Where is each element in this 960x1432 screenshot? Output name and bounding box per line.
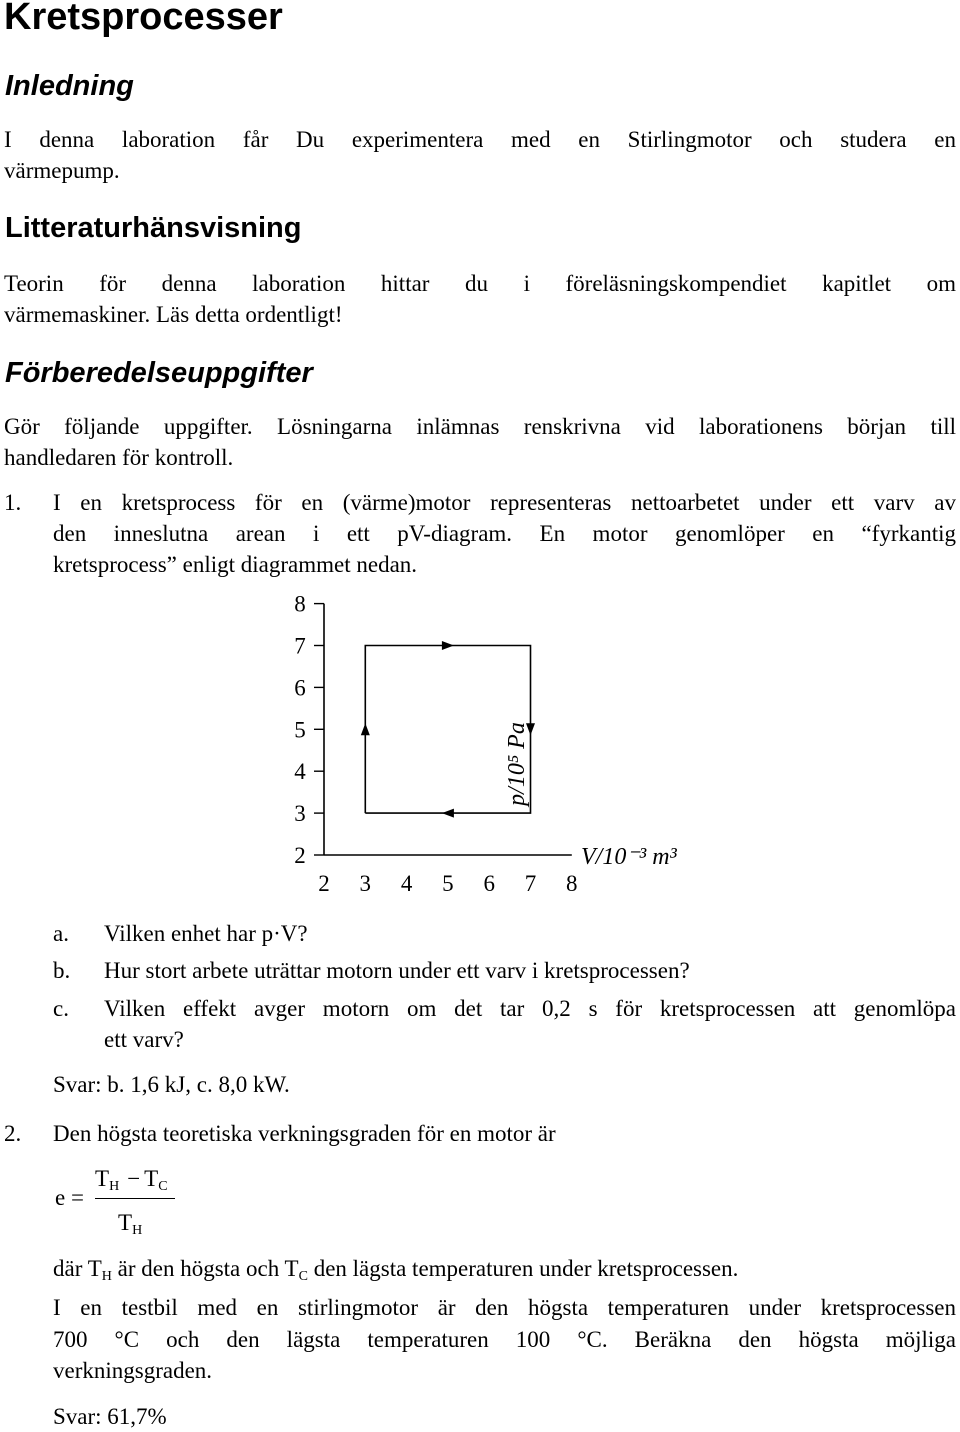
y-tick-label: 8 <box>294 591 306 617</box>
formula-denominator: $T_H$ <box>118 1210 143 1238</box>
task-number: 2. <box>4 1121 22 1146</box>
formula-numerator: $T_H - T_C$ <box>95 1166 168 1194</box>
y-axis-label: p/10⁵ Pa <box>504 722 530 806</box>
y-tick-label: 4 <box>294 759 306 785</box>
page-title: Kretsprocesser <box>4 0 283 38</box>
x-axis-label: V/10⁻³ m³ <box>581 844 677 870</box>
prep-paragraph-line: handledaren för kontroll. <box>4 445 234 470</box>
answer-text: Svar: b. 1,6 kJ, c. 8,0 kW. <box>53 1072 290 1097</box>
intro-paragraph-line: värmepump. <box>4 158 120 183</box>
direction-arrow <box>361 723 370 735</box>
literature-paragraph-line: Teorin för denna laboration hittar du i föreläsningskompendiet kapitlet om <box>4 271 956 296</box>
section-heading-prep: Förberedelseuppgifter <box>5 357 313 389</box>
question-text: Hur stort arbete uträttar motorn under ett varv i kretsprocessen? <box>104 958 690 983</box>
prep-paragraph-line: Gör följande uppgifter. Lösningarna inlämnas renskrivna vid laborationens början till <box>4 414 956 439</box>
question-text: Vilken effekt avger motorn om det tar 0,2 s för kretsprocessen att genomlöpa <box>104 996 956 1021</box>
direction-arrow <box>442 809 454 818</box>
chart-axes <box>324 604 572 855</box>
question-label: a. <box>53 921 69 946</box>
fraction-bar <box>95 1198 175 1199</box>
question-label: c. <box>53 996 69 1021</box>
question-text: Vilken enhet har p·V? <box>104 921 308 946</box>
pv-diagram <box>240 588 710 903</box>
y-tick-label: 6 <box>294 675 306 701</box>
task2-where-text: där $T_H$ är den högsta och $T_C$ den lägsta temperaturen under kretsprocessen. <box>53 1256 739 1284</box>
x-tick-label: 6 <box>483 871 495 896</box>
x-tick-label: 5 <box>442 871 454 896</box>
intro-paragraph-line: I denna laboration får Du experimentera med en Stirlingmotor och studera en <box>4 127 956 152</box>
y-tick-labels <box>294 592 324 868</box>
task1-text-line: I en kretsprocess för en (värme)motor representeras nettoarbetet under ett varv av <box>53 490 956 515</box>
question-label: b. <box>53 958 71 983</box>
task2-text-line: I en testbil med en stirlingmotor är den högsta temperaturen under kretsprocessen <box>53 1295 956 1320</box>
question-text: ett varv? <box>104 1027 184 1052</box>
y-tick-label: 7 <box>294 633 306 659</box>
x-tick-labels <box>318 871 577 896</box>
formula-lhs: e = <box>55 1185 84 1210</box>
answer-text: Svar: 61,7% <box>53 1404 167 1429</box>
direction-arrow <box>442 641 454 650</box>
x-tick-label: 8 <box>566 871 578 896</box>
x-tick-label: 4 <box>400 871 413 896</box>
task-number: 1. <box>4 490 22 515</box>
section-heading-literature: Litteraturhänsvisning <box>5 212 302 244</box>
task2-intro: Den högsta teoretiska verkningsgraden för en motor är <box>53 1121 556 1146</box>
x-tick-label: 2 <box>318 871 330 896</box>
y-tick-label: 3 <box>294 801 306 827</box>
task2-text-line: 700 °C och den lägsta temperaturen 100 °C. Beräkna den högsta möjliga <box>53 1327 956 1352</box>
section-heading-intro: Inledning <box>5 70 134 102</box>
y-tick-label: 5 <box>294 717 306 743</box>
task1-text-line: kretsprocess” enligt diagrammet nedan. <box>53 552 418 577</box>
task2-text-line: verkningsgraden. <box>53 1358 213 1383</box>
literature-paragraph-line: värmemaskiner. Läs detta ordentligt! <box>4 302 343 327</box>
y-tick-label: 2 <box>294 843 306 868</box>
x-tick-label: 7 <box>524 871 537 896</box>
x-tick-label: 3 <box>359 871 372 896</box>
task1-text-line: den inneslutna arean i ett pV-diagram. En motor genomlöper en “fyrkantig <box>53 521 956 546</box>
